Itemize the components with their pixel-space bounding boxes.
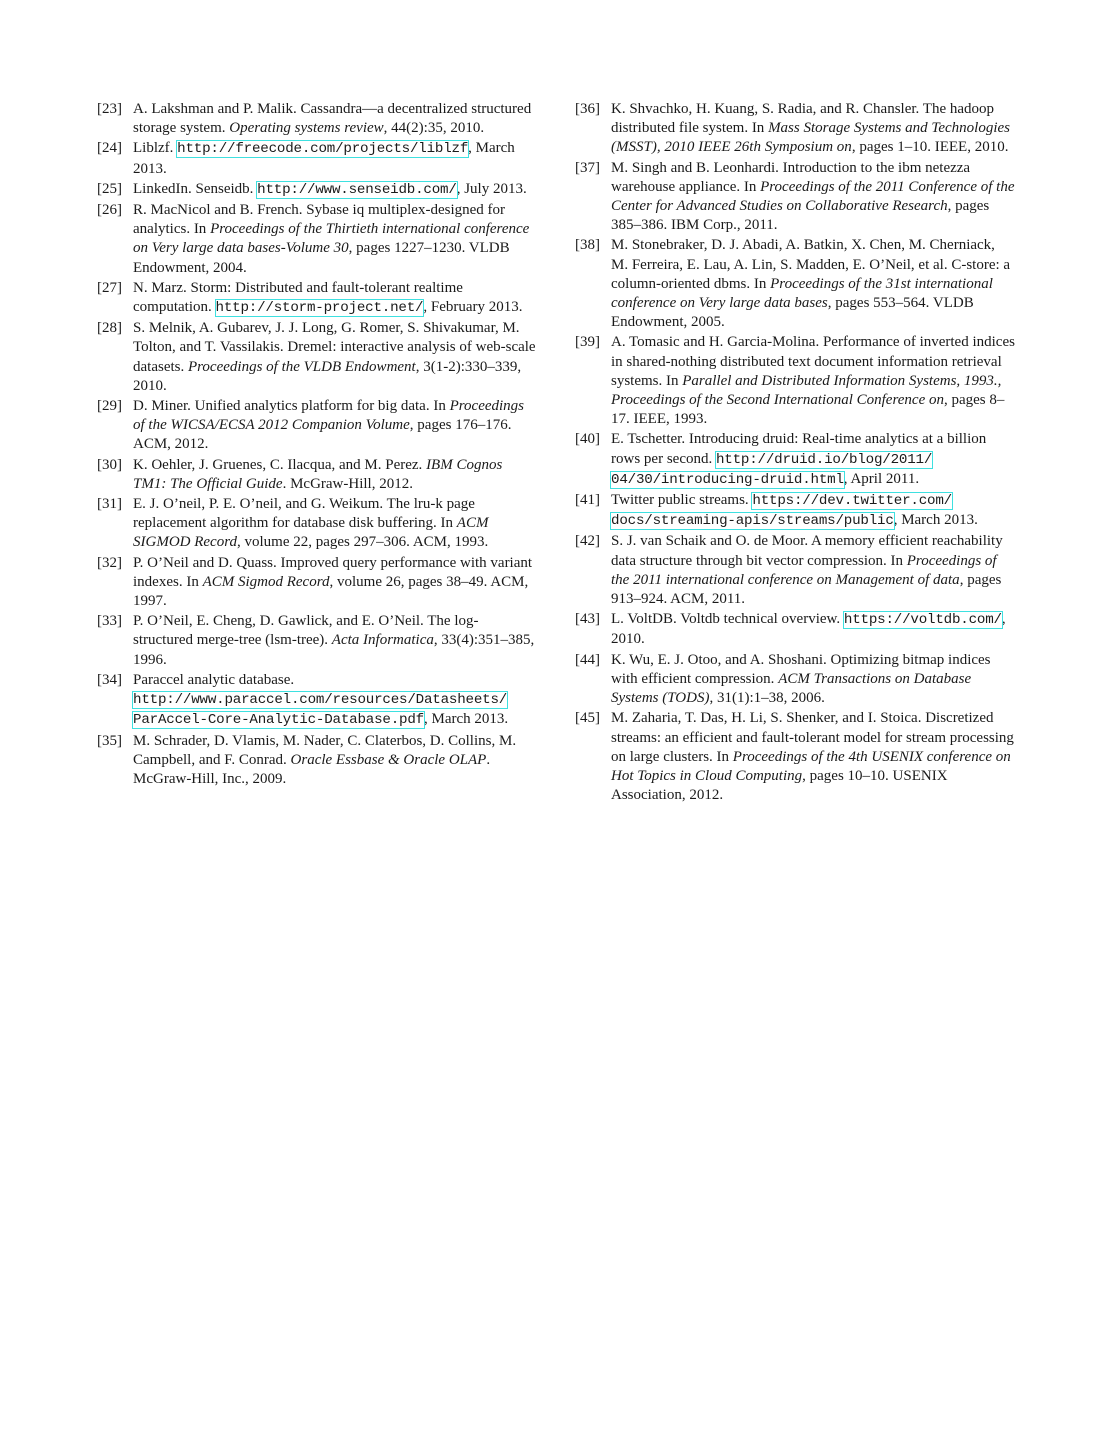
reference-text xyxy=(133,279,537,318)
reference-authors-title: LinkedIn. Senseidb. xyxy=(133,180,258,197)
reference-venue: Acta Informatica xyxy=(331,632,434,649)
reference-details: , volume 26, pages 38–49. ACM, 1997. xyxy=(133,573,529,610)
reference-details: , pages 553–564. VLDB Endowment, 2005. xyxy=(611,295,974,331)
reference-text xyxy=(611,491,1015,531)
reference-url-part[interactable]: https://voltdb.com/ xyxy=(843,612,1002,629)
reference-url-part[interactable]: http://druid.io/blog/2011/ xyxy=(715,451,933,468)
reference-venue: Proceedings of the WICSA/ECSA 2012 Companion Volume xyxy=(133,398,525,434)
reference-entry xyxy=(97,397,537,455)
reference-venue: ACM Transactions on Database Systems (TODS) xyxy=(611,670,972,707)
reference-entry xyxy=(575,491,1015,531)
reference-entry xyxy=(97,201,537,278)
reference-text xyxy=(133,139,537,178)
reference-text xyxy=(133,732,537,790)
reference-authors-title: D. Miner. Unified analytics platform for big data. In xyxy=(133,398,450,415)
reference-number: [34] xyxy=(97,671,122,688)
reference-details: , February 2013. xyxy=(423,299,523,316)
reference-details: , pages 10–10. USENIX Association, 2012. xyxy=(611,767,948,804)
reference-url-part[interactable]: http://storm-project.net/ xyxy=(215,300,424,317)
reference-details: . McGraw-Hill, 2012. xyxy=(282,475,413,492)
reference-number: [43] xyxy=(575,611,600,628)
reference-url-part[interactable]: http://www.senseidb.com/ xyxy=(257,181,457,198)
reference-entry xyxy=(575,333,1015,429)
reference-authors-title: R. MacNicol and B. French. Sybase iq multiplex-designed for analytics. In xyxy=(133,202,506,238)
reference-number: [30] xyxy=(97,456,122,473)
reference-authors-title: Liblzf. xyxy=(133,140,178,157)
reference-details: , 2010. xyxy=(611,611,1006,648)
reference-entry xyxy=(575,709,1015,805)
reference-entry xyxy=(575,100,1015,158)
reference-details: , 3(1-2):330–339, 2010. xyxy=(133,358,522,394)
reference-authors-title: E. J. O’neil, P. E. O’neil, and G. Weikum. The lru-k page replacement algorithm for database disk buffering. In xyxy=(133,496,475,532)
reference-details: , July 2013. xyxy=(456,180,527,197)
reference-details: , March 2013. xyxy=(424,711,509,728)
reference-number: [23] xyxy=(97,101,122,117)
reference-details: . McGraw-Hill, Inc., 2009. xyxy=(133,751,491,787)
reference-url-part[interactable]: docs/streaming-apis/streams/public xyxy=(611,513,894,530)
reference-entry xyxy=(575,236,1015,332)
reference-venue: ACM SIGMOD Record xyxy=(133,515,489,551)
reference-details: , 31(1):1–38, 2006. xyxy=(709,690,825,707)
reference-entry xyxy=(97,554,537,612)
reference-text xyxy=(611,333,1015,429)
reference-url-part[interactable]: http://www.paraccel.com/resources/Datasheets/ xyxy=(133,692,508,709)
reference-number: [41] xyxy=(575,492,600,509)
reference-url-part[interactable]: ParAccel-Core-Analytic-Database.pdf xyxy=(133,712,424,729)
reference-entry xyxy=(97,279,537,318)
reference-authors-title: Twitter public streams. xyxy=(611,492,753,509)
reference-text xyxy=(133,554,537,612)
reference-venue: Proceedings of the 2011 international conference on Management of data xyxy=(611,552,997,588)
reference-details: , pages 8–17. IEEE, 1993. xyxy=(611,392,1005,428)
reference-text xyxy=(133,319,537,396)
reference-entry xyxy=(97,612,537,670)
reference-number: [29] xyxy=(97,398,122,415)
reference-number: [42] xyxy=(575,533,600,550)
reference-text xyxy=(133,201,537,278)
reference-url-link[interactable] xyxy=(844,612,1002,628)
reference-authors-title: K. Shvachko, H. Kuang, S. Radia, and R. Chansler. The hadoop distributed file system. In xyxy=(611,101,995,137)
reference-venue: ACM Sigmod Record xyxy=(202,573,330,590)
reference-number: [37] xyxy=(575,159,600,176)
reference-entry xyxy=(575,651,1015,709)
reference-text xyxy=(611,100,1015,158)
reference-url-part[interactable]: http://freecode.com/projects/liblzf xyxy=(177,141,469,158)
reference-venue: Proceedings of the 4th USENIX conference on Hot Topics in Cloud Computing xyxy=(611,748,1011,784)
reference-entry xyxy=(97,495,537,553)
reference-entry xyxy=(575,610,1015,649)
reference-number: [25] xyxy=(97,180,122,197)
reference-text xyxy=(611,159,1015,236)
reference-authors-title: E. Tschetter. Introducing druid: Real-time analytics at a billion rows per second. xyxy=(611,431,987,467)
reference-venue: Mass Storage Systems and Technologies (MSST), 2010 IEEE 26th Symposium on xyxy=(611,120,1010,156)
reference-authors-title: M. Zaharia, T. Das, H. Li, S. Shenker, and I. Stoica. Discretized streams: an efficient and fault-tolerant model for stream processing on large clusters. In xyxy=(611,710,1014,765)
reference-number: [38] xyxy=(575,237,600,254)
reference-text xyxy=(611,532,1015,609)
reference-number: [26] xyxy=(97,202,122,219)
reference-number: [35] xyxy=(97,732,122,749)
reference-authors-title: A. Lakshman and P. Malik. Cassandra—a decentralized structured storage system. xyxy=(133,101,532,137)
reference-details: , April 2011. xyxy=(843,470,920,487)
reference-authors-title: S. Melnik, A. Gubarev, J. J. Long, G. Romer, S. Shivakumar, M. Tolton, and T. Vassilakis. Dremel: interactive analysis of web-scale datasets. xyxy=(133,320,536,375)
reference-details: , pages 1227–1230. VLDB Endowment, 2004. xyxy=(133,240,510,276)
reference-url-link[interactable] xyxy=(177,141,468,157)
reference-details: , pages 913–924. ACM, 2011. xyxy=(611,571,1002,608)
reference-venue: Proceedings of the 2011 Conference of the Center for Advanced Studies on Collaborative Research xyxy=(611,178,1015,215)
reference-authors-title: M. Singh and B. Leonhardi. Introduction to the ibm netezza warehouse appliance. In xyxy=(611,159,971,195)
reference-entry xyxy=(575,159,1015,236)
reference-number: [28] xyxy=(97,320,122,337)
reference-authors-title: M. Schrader, D. Vlamis, M. Nader, C. Claterbos, D. Collins, M. Campbell, and F. Conrad. xyxy=(133,732,517,768)
reference-details: , 33(4):351–385, 1996. xyxy=(133,632,535,668)
reference-entry xyxy=(97,180,537,200)
reference-authors-title: P. O’Neil, E. Cheng, D. Gawlick, and E. O’Neil. The log-structured merge-tree (lsm-tree). xyxy=(133,613,479,649)
reference-text xyxy=(133,495,537,553)
reference-text xyxy=(133,671,537,731)
reference-number: [45] xyxy=(575,710,600,727)
reference-entry xyxy=(97,671,537,731)
reference-details: , 44(2):35, 2010. xyxy=(383,120,485,137)
reference-details: , pages 1–10. IEEE, 2010. xyxy=(851,139,1009,156)
reference-url-part[interactable]: https://dev.twitter.com/ xyxy=(752,493,952,510)
reference-number: [36] xyxy=(575,101,600,117)
reference-authors-title: M. Stonebraker, D. J. Abadi, A. Batkin, X. Chen, M. Cherniack, M. Ferreira, E. Lau, A. Lin, S. Madden, E. O’Neil, et al. C-store: a column-oriented dbms. In xyxy=(611,237,1011,292)
reference-text xyxy=(133,180,537,200)
reference-text xyxy=(133,100,537,138)
reference-details: , March 2013. xyxy=(893,512,978,529)
reference-authors-title: Paraccel analytic database. xyxy=(133,671,295,688)
reference-text xyxy=(611,651,1015,709)
reference-url-link[interactable] xyxy=(257,182,457,198)
reference-authors-title: N. Marz. Storm: Distributed and fault-tolerant realtime computation. xyxy=(133,279,463,316)
reference-url-link[interactable] xyxy=(216,300,424,316)
reference-entry xyxy=(97,139,537,178)
reference-number: [32] xyxy=(97,554,122,571)
reference-number: [24] xyxy=(97,140,122,157)
reference-authors-title: P. O’Neil and D. Quass. Improved query performance with variant indexes. In xyxy=(133,554,533,590)
reference-venue: IBM Cognos TM1: The Official Guide xyxy=(133,456,503,492)
reference-details: , March 2013. xyxy=(133,140,515,177)
reference-authors-title: K. Oehler, J. Gruenes, C. Ilacqua, and M. Perez. xyxy=(133,456,427,473)
references-column-left xyxy=(97,100,537,790)
reference-venue: Proceedings of the 31st international conference on Very large data bases xyxy=(611,275,993,312)
reference-venue: Oracle Essbase & Oracle OLAP xyxy=(290,751,487,768)
reference-venue: Proceedings of the VLDB Endowment xyxy=(187,358,416,375)
reference-entry xyxy=(97,319,537,396)
reference-entry xyxy=(575,430,1015,490)
reference-text xyxy=(611,610,1015,649)
reference-text xyxy=(133,397,537,455)
reference-venue: Proceedings of the Thirtieth international conference on Very large data bases-Volume 30 xyxy=(133,221,530,257)
reference-authors-title: L. VoltDB. Voltdb technical overview. xyxy=(611,611,844,628)
reference-number: [33] xyxy=(97,613,122,630)
reference-text xyxy=(611,430,1015,490)
reference-entry xyxy=(97,456,537,494)
reference-text xyxy=(133,456,537,494)
reference-details: , pages 385–386. IBM Corp., 2011. xyxy=(611,198,990,234)
reference-venue: Parallel and Distributed Information Systems, 1993., Proceedings of the Second International Conference on xyxy=(611,372,1002,409)
reference-authors-title: S. J. van Schaik and O. de Moor. A memory efficient reachability data structure through bit vector compression. In xyxy=(611,533,1003,569)
reference-number: [40] xyxy=(575,431,600,448)
reference-number: [44] xyxy=(575,651,600,668)
reference-details: , volume 22, pages 297–306. ACM, 1993. xyxy=(237,534,489,551)
reference-authors-title: A. Tomasic and H. Garcia-Molina. Performance of inverted indices in shared-nothing distributed text document information retrieval systems. In xyxy=(611,334,1015,389)
reference-number: [39] xyxy=(575,334,600,351)
reference-entry xyxy=(97,100,537,138)
reference-text xyxy=(611,709,1015,805)
reference-url-part[interactable]: 04/30/introducing-druid.html xyxy=(611,471,844,488)
reference-text xyxy=(133,612,537,670)
reference-entry xyxy=(97,732,537,790)
reference-entry xyxy=(575,532,1015,609)
reference-authors-title: K. Wu, E. J. Otoo, and A. Shoshani. Optimizing bitmap indices with efficient compression. xyxy=(611,651,991,687)
references-column-right xyxy=(575,100,1015,806)
reference-number: [31] xyxy=(97,496,122,513)
reference-number: [27] xyxy=(97,279,122,296)
reference-venue: Operating systems review xyxy=(229,120,384,137)
reference-text xyxy=(611,236,1015,332)
reference-details: , pages 176–176. ACM, 2012. xyxy=(133,417,512,453)
